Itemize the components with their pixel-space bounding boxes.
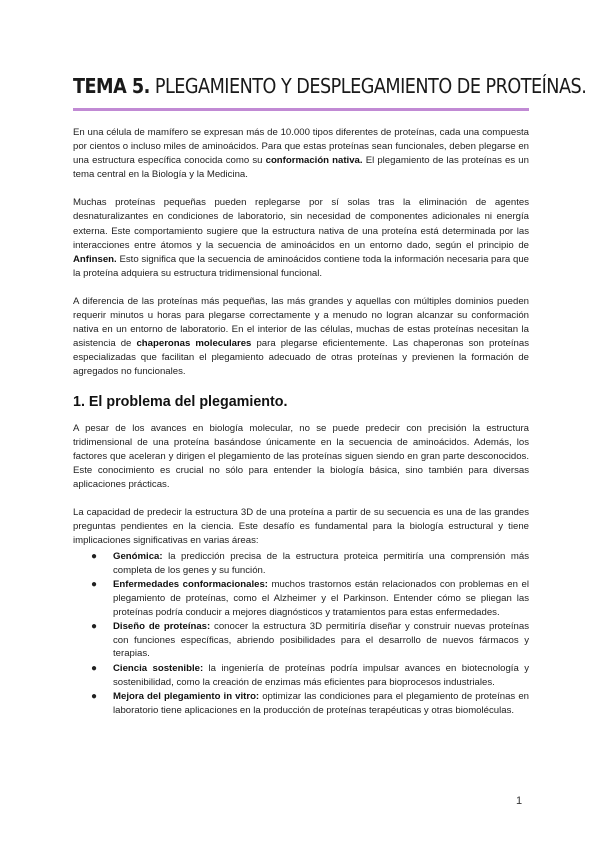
paragraph-text: Esto significa que la secuencia de aminoácidos contiene toda la información necesaria para que la proteína adquiera su estructura tridimensional funcional. (73, 253, 529, 279)
list-item (91, 578, 529, 619)
list-item (91, 620, 529, 661)
list-item-term: Diseño de proteínas: (113, 621, 211, 633)
bold-term: chaperonas moleculares (136, 338, 252, 350)
paragraph-text: Muchas proteínas pequeñas pueden replegarse por sí solas tras la eliminación de agentes desnaturalizantes en condiciones de laboratorio, sin necesidad de componentes adicionales ni energía externa. Este comportamiento sugiere que la estructura nativa de una proteína está determinada por las interacciones entre átomos y la secuencia de aminoácidos en un entorno dado, según el principio de (73, 197, 529, 251)
page-number: 1 (516, 795, 523, 807)
title-underline (73, 108, 529, 111)
list-item (91, 662, 529, 689)
list-item (91, 550, 529, 577)
list-item-text: la predicción precisa de la estructura proteica permitiría una comprensión más completa de los genes y su función. (113, 551, 529, 576)
list-item-term: Ciencia sostenible: (113, 663, 204, 674)
bullet-list (73, 550, 529, 717)
bullet-icon: ● (91, 691, 98, 703)
bold-term: Anfinsen. (73, 253, 117, 265)
title-rest: PLEGAMIENTO Y DESPLEGAMIENTO DE PROTEÍNAS. (149, 74, 587, 98)
paragraph-text: para plegarse eficientemente. Las chaperonas son proteínas especializadas que facilitan el plegamiento adecuado de otras proteínas y previenen la formación de agregados no funcionales. (73, 338, 529, 378)
list-item-term: Genómica: (113, 551, 163, 563)
page-title (73, 74, 587, 98)
paragraph-problem: A pesar de los avances en biología molecular, no se puede predecir con precisión la estructura tridimensional de una proteína basándose únicamente en la secuencia de aminoácidos. Además, los factores que aceleran y dirigen el plegamiento de las proteínas siguen siendo en gran parte desconocidos. Este conocimiento es crucial no sólo para entender la biología básica, sino también para diversas aplicaciones prácticas. (73, 422, 529, 490)
list-item-term: Mejora del plegamiento in vitro: (113, 691, 260, 703)
list-item-text: la ingeniería de proteínas podría impulsar avances en biotecnología y sostenibilidad, como la creación de enzimas más eficientes para bioprocesos industriales. (113, 663, 529, 688)
bullet-icon: ● (91, 621, 98, 633)
list-item (91, 690, 529, 717)
bullet-icon: ● (91, 579, 98, 591)
paragraph-text: El plegamiento de las proteínas es un tema central en la Biología y la Medicina. (73, 155, 529, 181)
paragraph-chaperones (73, 295, 529, 380)
list-item-text: optimizar las condiciones para el plegamiento de proteínas en laboratorio tiene aplicaciones en la producción de proteínas terapéuticas y otras biomoléculas. (113, 691, 529, 716)
bullet-icon: ● (91, 663, 98, 674)
document-body (73, 126, 529, 718)
paragraph-text: A diferencia de las proteínas más pequeñas, las más grandes y aquellas con múltiples dominios pueden requerir minutos u horas para plegarse correctamente y a menudo no logran alcanzar su conformación nativa en un entorno de laboratorio. En el interior de las células, muchas de estas proteínas necesitan la asistencia de (73, 295, 529, 350)
paragraph-intro (73, 126, 529, 182)
section-heading: 1. El problema del plegamiento. (73, 393, 288, 410)
list-item-text: muchos trastornos están relacionados con problemas en el plegamiento de proteínas, como el Alzheimer y el Parkinson. Entender cómo se pliegan las proteínas podría conducir a mejores diagnósticos y tratamientos para estas enfermedades. (113, 579, 529, 618)
paragraph-anfinsen (73, 196, 529, 281)
title-bold: TEMA 5. (73, 74, 150, 98)
list-item-term: Enfermedades conformacionales: (113, 579, 268, 591)
list-item-text: conocer la estructura 3D permitiría diseñar y construir nuevas proteínas con funciones específicas, abriendo posibilidades para el desarrollo de nuevos fármacos y terapias. (113, 621, 529, 660)
paragraph-prediction: La capacidad de predecir la estructura 3D de una proteína a partir de su secuencia es una de las grandes preguntas pendientes en la ciencia. Este desafío es fundamental para la biología estructural y tiene implicaciones significativas en varias áreas: (73, 506, 529, 547)
bold-term: conformación nativa. (265, 155, 363, 167)
paragraph-text: En una célula de mamífero se expresan más de 10.000 tipos diferentes de proteínas, cada una compuesta por cientos o incluso miles de aminoácidos. Para que estas proteínas sean funcionales, deben plegarse en una estructura específica conocida como su (73, 127, 529, 167)
bullet-icon: ● (91, 551, 98, 563)
